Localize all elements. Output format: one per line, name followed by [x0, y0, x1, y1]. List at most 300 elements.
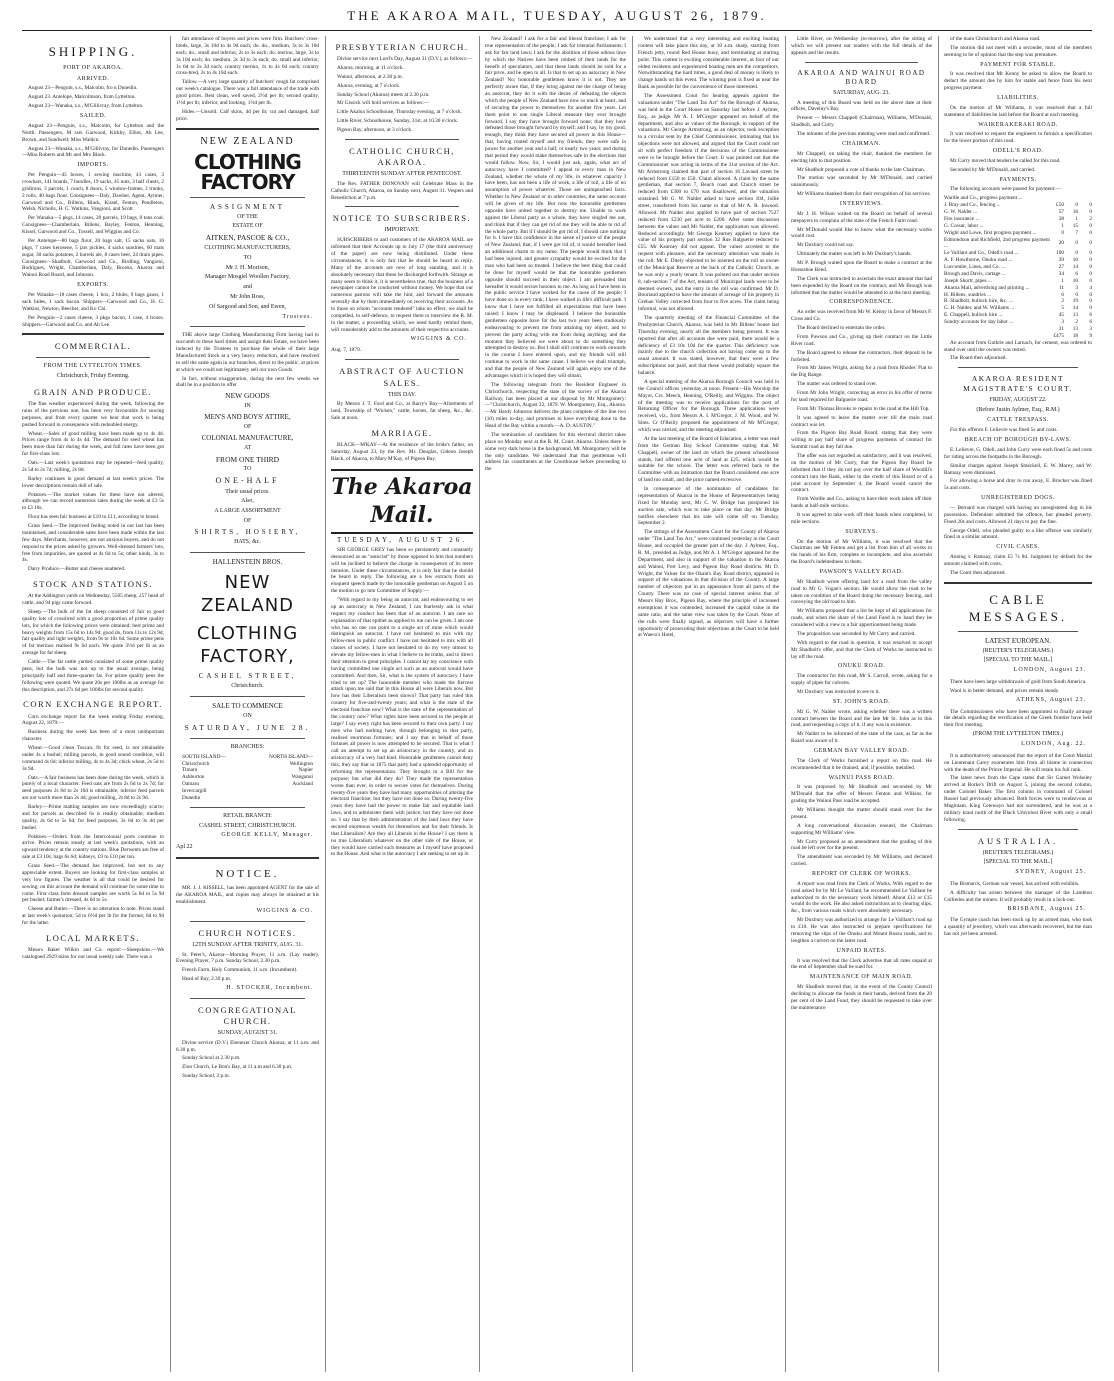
paragraph: The Commissioners who have been appointed to finally arrange the details regarding the rectification of the Greek frontier have held their first meeting.	[944, 708, 1092, 729]
road-board-date: SATURDAY, AUG. 23.	[833, 89, 890, 96]
account-amount: £50	[1056, 202, 1064, 209]
account-amount: 0	[1075, 291, 1078, 298]
account-amount: 1	[1061, 277, 1064, 284]
ad-date: Apl 22	[176, 844, 193, 851]
divider	[190, 197, 305, 198]
paragraph: Mr Williams proposed that a list be kept of all applications for roads, and when the share of the Land Fund is to hand they be considered with a view to a fair apportionment being made.	[791, 608, 932, 629]
account-amount: 2	[1075, 319, 1078, 326]
column-rule	[632, 36, 633, 1372]
table-row	[944, 230, 1092, 237]
paragraph: It was proposed by Mr Shadbolt and seconded by Mr M'Donald that the offer of Messrs Fenton and Wilkins, for grading the Wainui Pass road be accepted.	[791, 784, 932, 805]
masthead-rule	[22, 30, 1092, 31]
dogs-subhead: UNREGISTERED DOGS.	[981, 495, 1055, 502]
marriage-heading: MARRIAGE.	[371, 427, 433, 438]
paragraph: Anning v. Ramsay, claim £5 7s 8d. Judgment by default for the amount claimed with costs.	[944, 554, 1092, 568]
ad-at: AT	[243, 444, 252, 451]
paragraph: Mr P. Brough waited upon the Board to make a contract at the Horseshoe Bend.	[791, 260, 932, 273]
paragraph: From Pawson and Co., giving up their contract on the Little River road.	[791, 333, 932, 347]
dogs-text	[944, 505, 1092, 541]
paragraph: Mr Williams thanked them for their recognition of his services.	[797, 191, 931, 198]
list-item: Ashburton	[182, 774, 205, 781]
paragraph: Corn exchange report for the week ending Friday evening, August 22, 1879:—	[22, 713, 164, 727]
trespass-text	[944, 427, 1092, 434]
account-amount: 100	[1056, 250, 1064, 257]
south-island-branches	[182, 754, 226, 802]
congregational-list	[176, 1040, 319, 1080]
account-amount: 13	[1072, 312, 1078, 319]
paragraph: Flour has seen fair business at £10 to £11, according to brand.	[28, 514, 160, 521]
ad-firm: AITKEN, PASCOE & CO.,	[205, 233, 290, 243]
paragraph: It was resolved that the Clerk advertise that all rates unpaid at the end of September shall be sued for.	[791, 957, 932, 971]
auction-heading: ABSTRACT OF AUCTION SALES.	[339, 366, 465, 388]
account-amount: 6	[1061, 291, 1064, 298]
account-amount: 18	[1072, 209, 1078, 216]
imports-label: IMPORTS.	[77, 162, 109, 169]
australia-reuter: (REUTER'S TELEGRAMS.)	[982, 849, 1054, 856]
paragraph: Per Penguin—2 cases cheese, 3 pkgs bacon, 1 case, 4 boxes. Shippers—Garwood and Co. and Ah Lee.	[22, 314, 164, 328]
account-amount: 20	[1058, 240, 1064, 247]
cable-athens: ATHENS, August 23.	[1015, 696, 1086, 703]
account-name: G. W. Nalder ...	[944, 209, 978, 216]
corn-heading: CORN EXCHANGE REPORT.	[23, 699, 163, 710]
divider	[190, 921, 305, 922]
retail-branch: RETAIL BRANCH:	[223, 812, 272, 819]
paragraph: Head of Bay, 2.30 p.m.	[182, 976, 232, 983]
paragraph: fair attendance of buyers and prices were firm. Butchers' cross-breds, large, 3s 10d to 4s 9d each; do. do., medium, 3s to 3s 10d each; do., small and inferior, 2s to 3s each; do. merino, large, 3s to 3s 10d each; do. medium, 2s 3d to 3s each; do. small and inferior, 1s 6d to 2s 3d each; country merino, 1s to 4s 6d each; country cross-bred, 2s to 4s 10d each.	[176, 36, 319, 77]
list-item: Wanganui	[291, 774, 313, 781]
commercial-date: Christchurch, Friday Evening.	[56, 373, 130, 380]
paragraph: The matter was ordered to stand over.	[797, 381, 877, 388]
account-amount: 0	[1089, 270, 1092, 277]
australia-sydney-text	[944, 881, 1092, 904]
paragraph: Mr Shadbolt moved that, in the event of the County Council declining to allocate the funds in their hands, derived from the 20 per cent of the Land Fund, they should be requested to take over the maintenance	[791, 984, 932, 1011]
paragraph: For this offence F. Lelievre was fined 5s and costs.	[950, 427, 1058, 434]
account-name: Sundry accounts for day labor ...	[944, 319, 1014, 326]
ad-attire: MEN'S AND BOYS' ATTIRE,	[204, 412, 291, 421]
account-amount: 0	[1089, 305, 1092, 312]
catholic-sub: THIRTEENTH SUNDAY AFTER PENTECOST.	[342, 171, 462, 178]
corn-text	[22, 714, 164, 927]
paragraph: The nomination of candidates for this electoral district takes place on Monday next at the R. M. Court, Akaroa. Unless there is some very dark horse in the background, Mr. Montgomery will be the only candidate. We understand that that gentleman will address his constituents at the Courthouse before proceeding to the	[485, 431, 626, 473]
column-rule	[325, 36, 326, 1372]
account-amount: 0	[1089, 257, 1092, 264]
account-amount: 0	[1089, 240, 1092, 247]
paragraph: Mr Nalder to be informed of the state of the case, as far as the Board was aware of it.	[791, 731, 932, 745]
paragraph: SIR GEORGE GREY has been so persistently and constantly denounced as an "autocrat" by those opposed to him that numbers will be inclined to believe the charge in consequence of its mere iteration. Under these circumstances, it is only fair that he should be heard in reply. The following are a few extracts from an eloquent speech made by the honorable gentleman on August 5 on the motion to go into Committee of Supply:—	[331, 546, 473, 595]
account-amount: 0	[1089, 202, 1092, 209]
hallenstein-city: Christchurch.	[231, 683, 264, 690]
paragraph: There have been large withdrawals of gold from South America.	[950, 679, 1087, 686]
list-item: Auckland	[292, 781, 313, 788]
editorial-continued	[485, 36, 626, 473]
paragraph: It was resolved to request the engineers to furnish a specification for the lower portion of this road.	[944, 131, 1092, 145]
paragraph: From Mr Thomas Brooks re repairs to the road at the Hill Top.	[797, 405, 930, 412]
stable-text	[944, 71, 1092, 92]
paragraph: French Farm, Holy Communion, 11 a.m. (Incumbent).	[182, 967, 298, 974]
column-3	[331, 36, 473, 1372]
australia-brisbane-text	[944, 917, 1092, 938]
paragraph: The Bismarck, German war vessel, has arrived with exhibits.	[950, 880, 1080, 887]
column-rule	[785, 36, 786, 1372]
civil-text	[944, 554, 1092, 577]
ad-new-goods: NEW GOODS	[225, 391, 270, 401]
paragraph: Mr J. H. Wilson waited on the Board on behalf of several ratepayers to complain of the state of the French Farm road.	[791, 210, 932, 224]
unpaid-text	[791, 958, 932, 972]
account-amount: 0	[1075, 250, 1078, 257]
paragraph: George Odell, who pleaded guilty to a like offence was similarly fined in a similar amount.	[944, 527, 1092, 541]
divider	[190, 807, 305, 808]
north-island-branches	[269, 754, 313, 802]
paragraph: Barley.—Prime malting samples are now exceedingly scarce; and for parcels as described 6s is readily obtainable; medium quality, 4s 6d to 5s 6d; for feed purposes, 3s 6d to 3s 4d per bushel.	[22, 804, 164, 831]
civil-subhead: CIVIL CASES.	[996, 544, 1040, 551]
account-amount: 0	[1089, 277, 1092, 284]
account-amount: 6	[1075, 270, 1078, 277]
german-bay-text	[791, 758, 932, 772]
chairman-text	[791, 151, 932, 198]
paragraph: Pigeon Bay, afternoon, at 3 o'clock.	[337, 127, 413, 134]
account-name: A. F. Hawthorne, Onuku road ...	[944, 257, 1013, 264]
account-amount: 15	[1072, 222, 1078, 229]
divider	[345, 206, 459, 207]
table-row	[944, 209, 1092, 216]
paragraph: A long conversational discussion ensued, the Chairman supporting Mr Williams' view.	[791, 822, 932, 836]
subscribers-important: IMPORTANT.	[384, 227, 420, 234]
interviews-subhead: INTERVIEWS.	[839, 201, 884, 208]
column-7	[944, 36, 1092, 1372]
paragraph: The contractor for this road, Mr S. Carroll, wrote, asking for a supply of pipes for culverts.	[791, 673, 932, 687]
paragraph: Mr Duxbury was instructed to see to it.	[797, 689, 880, 696]
divider	[36, 357, 150, 358]
paragraph: Mr M'Donald would like to know what the necessary works would cost.	[791, 226, 932, 240]
waikerakeraki-subhead: WAIKERAKERAKI ROAD.	[978, 121, 1058, 128]
account-amount: 0	[1089, 291, 1092, 298]
paragraph: A special meeting of the Akaroa Borough Council was held in the Council offices yesterday at noon. Present—His Worship the Mayor, Crs. Meech, Henning, O'Reilly, and Wiggins. The object of the meeting was to receive applications for the post of Returning Officer for the Borough. Three applications were received, viz., from Messrs A. I. M'Gregor, J. M. Wood, and W. Sims. Cr O'Reilly proposed the appointment of Mr M'Gregor, which was carried, and the meeting adjourned.	[638, 378, 779, 433]
stable-subhead: PAYMENT FOR STABLE.	[980, 61, 1056, 68]
paragraph: The Clerk was instructed to ascertain the exact amount that had been expended by the Board on the contract, and Mr Brough was informed that the matter would be attended to at the next meeting.	[791, 275, 932, 296]
account-amount: 0	[1075, 202, 1078, 209]
paragraph: Little River, Schoolhouse, Sunday, 31st, at 10.30 o'clock.	[337, 118, 459, 125]
divider	[190, 552, 305, 553]
divider	[190, 738, 305, 739]
paragraph: The Gympie coach has been stuck up by an armed man, who took a quantity of jewellery, which was afterwards recovered, but the man has not yet been arrested.	[944, 917, 1092, 938]
table-row	[944, 250, 1092, 257]
paragraph: The Court then adjourned.	[950, 569, 1006, 576]
list-item: Dunedin	[182, 794, 201, 801]
paragraph: We understand that a very interesting and exciting boating contest will take place this day, at 10 a.m. sharp, starting from French jetty, round Red House buoy, and terminating at starting point. This contest is exciting considerable interest, as four of our oldest residents and experienced boating men are the competitors. Notwithstanding the hard times, a good deal of money is likely to change hands on this event. The winning post is fixed as near the Bank as possible for the convenience of those interested.	[638, 36, 779, 91]
paragraph: August 23. Antelope, Malcolmson, from Lyttelton.	[28, 94, 136, 101]
paragraph: Hides.—Unsold. Calf skins, 4d per lb; cut and damaged, half price.	[176, 108, 319, 122]
cable-special: [SPECIAL TO THE MAIL.]	[983, 657, 1053, 664]
arrived-label: ARRIVED.	[76, 75, 110, 82]
divider	[805, 62, 918, 63]
list-item: Wellington	[289, 760, 313, 767]
ad-trustee-2: Mr John Ross,	[230, 293, 265, 300]
paragraph: Mr Curry moved that tenders be called for this road.	[950, 157, 1061, 164]
hallenstein-factory: CLOTHING FACTORY,	[196, 622, 299, 667]
account-name: H. Billens, sundries ...	[944, 291, 992, 298]
paragraph: Cheese and Butter.—There is no alteration to note. Prices stand at last week's quotation; 5d to 6½d per lb for the former, 8d to 9d for the latter.	[22, 906, 164, 927]
paragraph: Barley continues in good demand at last week's prices. The lower descriptions remain dull of sale.	[22, 475, 164, 489]
paragraph: Divine service next Lord's Day, August 31 (D.V.), as follows:—	[337, 56, 473, 63]
auction-day: THIS DAY.	[387, 391, 416, 398]
australia-special: [SPECIAL TO THE MAIL.]	[983, 859, 1053, 866]
exports-list	[22, 292, 164, 328]
divider	[190, 326, 305, 327]
list-item: Invercargill	[182, 788, 207, 795]
list-item: Timaru	[182, 767, 198, 774]
paragraph: It is authoritatively announced that the report of the Court Martial on Lieutenant Carey exonerates him from all blame in connection with the death of the Prince Imperial. He will retain his full rank.	[944, 752, 1092, 773]
account-amount: 27	[1058, 264, 1064, 271]
paragraph: Mr Duxbury could not say.	[797, 242, 855, 249]
table-row	[944, 298, 1092, 305]
paragraph: In fact, without exaggeration, during the next few weeks we shall be in a position to offer	[176, 375, 319, 389]
divider	[190, 998, 305, 999]
account-amount: 3	[1089, 325, 1092, 332]
payments-intro: The following accounts were passed for payment:—	[950, 186, 1061, 193]
odell-subhead: ODELL'S ROAD.	[992, 148, 1044, 155]
table-row	[944, 257, 1092, 264]
grain-text	[22, 401, 164, 573]
rm-court-heading: AKAROA RESIDENT MAGISTRATE'S COURT.	[963, 374, 1073, 394]
divider	[944, 582, 1092, 584]
presbyterian-list	[331, 56, 473, 134]
paragraph: Little River, on Wednesday (to-morrow), after the sitting of which we will present our readers with the full details of the appeals and the results.	[791, 36, 932, 56]
maintenance-text	[791, 984, 932, 1012]
surveys-subhead: SURVEYS.	[845, 528, 878, 535]
south-island-list	[182, 761, 226, 802]
account-amount: 31	[1058, 325, 1064, 332]
account-amount: 0	[1089, 298, 1092, 305]
paragraph: Little Akaloa Schoolhouse, Thursday evening, at 7 o'clock.	[337, 109, 463, 116]
account-amount: 6	[1089, 319, 1092, 326]
account-amount: 39	[1058, 257, 1064, 264]
paragraph: Wool is in better demand, and prices remain steady.	[950, 687, 1060, 694]
column-rule	[479, 36, 480, 1372]
paragraph: It was agreed to take work off their hands when completed, in mile sections.	[791, 512, 932, 525]
divider	[176, 128, 319, 130]
ad-also: Also,	[241, 498, 254, 505]
local-heading: LOCAL MARKETS.	[46, 932, 140, 943]
ad-of: OF	[243, 423, 252, 430]
column-4	[485, 36, 626, 1372]
paragraph: Oats.—A fair business has been done during the week, which is purely of a local character. Feed oats are from 2s 6d to 2s 7d; for seed purposes 2s 8d to 2s 10d is obtainable; inferior feed parcels are not worth more than 2s 4d; good milling, 2s 8d to 2s 9d.	[22, 774, 164, 802]
paragraph: Per Wanaka—18 cases cheese, 1 box, 2 blubs, 9 bags gauss, 1 sack hides, 1 sack bacon. Shippers—Garwood and Co., H. G. Watkins, Newton, Beecher, and Ko Chi.	[22, 292, 164, 312]
retail-address: CASHEL STREET, CHRISTCHURCH.	[198, 822, 296, 829]
divider	[176, 857, 319, 859]
trespass-subhead: CATTLE TRESPASS.	[987, 417, 1049, 424]
table-row	[944, 202, 1092, 209]
australia-brisbane: BRISBANE, August 25.	[1007, 905, 1086, 912]
paragraph: New Zealand? I ask for a fair and liberal franchise; I ask for true representation of the people; I ask for triennial Parliaments; I ask for fair land laws; I ask for the abolition of those odious laws by which the Natives have been robbed of their lands for the benefit of speculators, and that these lands should be sold for a fair price, and be open to all. Is that to set up an autocracy in New Zealand? No; honorable gentlemen know it is not. They are perfectly aware that, if they bring against me the charge of being an autocrat, they do it with the desire of defeating the objects which the people of New Zealand have now so much at heart, and of securing the power to themselves for another five years. Let them point to one single Liberal measure they ever brought forward. I say they have brought forward none; that they have defeated those brought forward by myself; and I say, by my good, enough, they think they have secured all power in this House—that, having routed myself and my friends, they were safe in power for another year and a half, or nearly two years; and during that period they would make themselves safe in the elections that would follow. Now, Sir, I would just ask, again, what act of autocracy have I committed? I appeal to every man in New Zealand, whether the whole of my life, in whatever capacity I have been, has not been a life of work, a life of toil, a life of no assumption of power whatever. Those are unimpeached facts. Whether in New Zealand or in other countries, the same account will be given of my life. But now the honorable gentlemen opposite have united together to destroy me. Unable to work against the Liberal party as a whole, they have singled me out, and think that if they can get rid of me they will be able to rid of the whole party. But if I should be got rid of, I should care nothing for it. I have this confidence in the sense of justice of the people of New Zealand, that, if I were got rid of, it would hereafter lead an additional charm to my name. The people would think that I had been injured, and greater sympathy would be excited for the man who had been so treated. I believe the best thing that could be done for myself would be that the honorable gentlemen opposite should succeed in their object. I am persuaded that hereafter it would secure honours to me. As long as I have been in the public service I have worked for the cause of the people; I have done so in every rank; I have walked in life's difficult path. I know that I have not fulfilled all expectations that have been raised; I know I may be displeased. I believe the honorable gentlemen opposite have for the last two years been studiously endeavouring to prevent me from attaining my object, and to prevent the party acting with me from doing anything; and the moment they believed we were about to do something they attempted to destroy us. But I shall still continue to work onwards in the course I have entered upon, and my friends will still continue to work in the same cause. I believe we shall triumph, and that the people of New Zealand will again enjoy one of the advantages which it is hoped they will obtain.	[485, 36, 626, 379]
paragraph: The Board agreed to release the contractors, their deposit to be forfeited.	[791, 349, 932, 363]
paragraph: Messrs Baker Wilkin and Co. report:—Sheepskins.—We catalogued 2929 skins for our usual weekly sale. There was a	[22, 946, 164, 960]
correspondence-text	[791, 309, 932, 526]
paragraph: The fine weather experienced during the week, following the rains of the previous one, has been very favourable for sowing purposes, and from every quarter we hear that work is being pushed forward in consequence with redoubled energy.	[22, 401, 164, 428]
account-amount: 0	[1089, 264, 1092, 271]
account-amount: 10	[1072, 277, 1078, 284]
account-amount: 6	[1089, 312, 1092, 319]
cable-reuter: (REUTER'S TELEGRAMS.)	[982, 647, 1054, 654]
table-row	[944, 292, 1092, 299]
paragraph: Dairy Produce.—Butter and cheese unaltered.	[28, 566, 126, 573]
imports-list	[22, 172, 164, 279]
paragraph: The Assessment Court for hearing appeals against the valuations under "The Land Tax Act" for the Borough of Akaroa, was held in the Court House on Saturday last before J. Aylmer, Esq., as judge. Mr A. I. M'Gregor appeared on behalf of the department, and also as valuer of the Borough, in support of the valuations. Mr George Armstrong, as an objector, took exception to a circular sent by the Chief Commissioner, intimating that his objections were not allowed, and argued that the Court could not sit with perfect freedom if the decisions of the Commissioner were to be brought before the Court. It was pointed out that the Commissioner was acting in terms of the 31st section of the Act. Mr Armstrong claimed that part of section 16 Lavaud street be reduced from £150 to £50. Claim allowed. A claim by the same gentleman, that section 7, Beach road and Church street be reduced from £300 to £70 was disallowed, and the valuation sustained. Mr G. W. Nalder asked to have section 104, Jollie street, transferred from his name to that of Mr A. R. Inwood. Allowed. Mr Nalder also applied to have part of section 7527 reduced from £230 per acre to £200. After some discussion between the valuer and Mr Nalder, the application was allowed. Reduced accordingly. Mr George Kearney applied to have the value of his property part section 32 Rue Balguerie reduced to £55. Mr Kearney did not appear. The valuer acceded to the request with pleasure, and the necessary alteration was made in the roll. Mr E. Ditely objected to be inserted on the roll as owner of the Municipal Reserve at the back of the Catholic Church, as he was only a yearly tenant. It was pointed out that under section 8, sub-section 7 of the Act, tenants of Municipal lands were to be deemed owners, and the entry in the roll was confirmed. Mr D. Bouriaud applied to have the amount of acreage of his property in Grehan Valley corrected from four to five acres. The claim being informal, was not allowed.	[638, 93, 779, 313]
maintenance-subhead: MAINTENANCE OF MAIN ROAD.	[809, 974, 914, 981]
paragraph: The motion did not meet with a seconder, most of the members seeming to be of opinion that the step was premature.	[944, 44, 1092, 58]
table-row	[944, 223, 1092, 230]
column-2-continuation	[176, 36, 319, 123]
paragraph: Sunday School at 2.30 p.m.	[182, 1055, 241, 1062]
paragraph: Akaroa, morning, at 11 o'clock.	[337, 64, 404, 71]
liabilities-text	[944, 105, 1092, 119]
table-row	[944, 326, 1092, 333]
paragraph: An account from Guthrie and Larnach, for cement, was ordered to stand over until the owners was tested.	[944, 339, 1092, 353]
paragraph: The offer was not regarded as satisfactory, and it was resolved, on the motion of Mr Curry, that the Pigeon Bay Board be informed that if they do not pay over the half share of Woodill's contract into the Bank, either to the credit of this Board or of a joint account by September 4, the Board would cancel the contract.	[791, 453, 932, 494]
divider	[190, 696, 305, 697]
australia-sydney: SYDNEY, August 25.	[1015, 869, 1086, 876]
st-john-text	[791, 709, 932, 745]
church-notices-sub: 12TH SUNDAY AFTER TRINITY, AUG. 31.	[192, 941, 303, 948]
retail-manager: GEORGE KELLY, Manager.	[221, 832, 313, 839]
account-amount: 7	[1075, 229, 1078, 236]
table-row	[944, 264, 1092, 271]
paragraph: Business during the week has been of a most unimportant character.	[22, 729, 164, 743]
wainui-text	[791, 784, 932, 868]
paragraph: "With regard to my being an autocrat, and endeavouring to set up an autocracy in New Zealand, I can fearlessly ask in what respect my conduct has been that of an autocrat. I am sure no explanation of that epithet as applied to me can be given. I am one who has no one can point to a single act of mine which would distinguish an autocrat. I have not hesitated to mix with my fellow-men in public conflict. I have not hesitated to mix with all classes of society. I have not hesitated to do my very utmost to elevate my fellow-men in what I believe to be truths, and to direct their attention to great principles. I cannot lay my conscience with having committed one single act such as an autocrat would have committed. And then, Sir, what is the system of autocracy I have tried to set up? The honorable member who made the fiercest attack upon me said that in this House all were Liberals now. But how has their Liberalism been shown? That party has ruled this country for five-and-twenty years; and what is the state of the electoral franchise now? What is the state of the representation of the country now? What rights have been secured to the people at large? I say every right has been secured to their own party. I say men who had nothing have, through belonging to that party, realised enormous fortunes; and I say that in behalf of those fortunes all power is now attempted to be secured. That is what I call an attempt to set up an aristocracy in the country, and an aristocracy of a very bad kind. Honorable gentlemen cannot deny this; they say that in 1875 that party had a splendid opportunity of reforming the representation. They brought in a Bill for the purpose; but what did they do? They made the representation worse than ever, in order to secure votes for themselves. During twenty-five years they have had many opportunities of altering the electoral franchise; but they have not done so. During twenty-five years they have had the power to make fair and equitable land laws, and to administer them with justice; but they have not done so. I say that by their administration of the land laws they have secured enormous wealth for themselves and for their friends. Is that Liberalism? Are they all Liberals in the House? I say there is no true Liberalism whatever on the other side of the House, or they would have carried such measures as I myself have proposed to the House. And what is the autocracy I am seeking to set up in	[331, 597, 473, 858]
catholic-heading: CATHOLIC CHURCH, AKAROA.	[349, 145, 455, 167]
cable-heading: CABLE MESSAGES.	[968, 591, 1068, 624]
account-name: Edmondson and Richfield, 2nd progress payment ...	[944, 236, 1050, 250]
paragraph: From Wardle and Co., asking to have their work taken off their hands at half-mile sections.	[791, 496, 932, 510]
column-5	[638, 36, 779, 1372]
ad-trustee-1: Mr J. H. Morison,	[225, 264, 270, 271]
paragraph: A report was read from the Clerk of Works. With regard to the road asked for by Mr Le Vaillant, he recommended Le Vaillant be authorized to do the necessary work himself. About £12 or £15 would do the work. He also asked instructions as to clearing slips, &c., from various roads which were absolutely necessary.	[791, 880, 932, 915]
ad-shirts: SHIRTS, HOSIERY,	[194, 527, 301, 536]
road-board-text	[791, 100, 932, 138]
paragraph: Per Antelope—80 bags flour, 20 bags salt, 15 sacks oats, 16 pkgs, 7 cases kerosene, 5 jars pickles, 4 sacks sundries, 60 mats sugar, 30 sacks potatoes, 2 barrels ale, 8 cases beer, 24 drain pipes. Consignees—Shadbolt, Garwood and Co., Birdling, Vangioni, Rodrigues, Wright, Chamberlain, Daly, Brooks, Akaroa and Wainui Road Board, and Johnson.	[22, 237, 164, 279]
congregational-heading: CONGREGATIONAL CHURCH.	[198, 1004, 297, 1026]
ad-nz-heading: NEW ZEALAND	[200, 135, 295, 147]
paragraph: With regard to the road in question, it was resolved to accept Mr Shadbolt's offer, and that the Clerk of Works be instructed to lay off the road.	[791, 639, 932, 660]
account-amount	[1050, 195, 1064, 202]
ad-trustees: Trustees.	[282, 313, 313, 320]
account-amount: 9	[1089, 332, 1092, 339]
ad-clothing-factory-heading: CLOTHING FACTORY	[194, 149, 301, 194]
paragraph: Mr Curry proposed as an amendment that the grading of this road be left over for the present.	[791, 838, 932, 852]
ad-and: and	[243, 284, 252, 291]
port-heading: PORT OF AKAROA.	[63, 64, 123, 71]
church-notices-list	[176, 952, 319, 984]
account-name: Wright and Lowe, first progress payment ...	[944, 229, 1037, 236]
shipping-heading: SHIPPING.	[48, 44, 138, 59]
paragraph: The Clerk of Works furnished a report on this road. He recommended that it be drained, and, if possible, metalled.	[791, 757, 932, 771]
wainui-subhead: WAINUI PASS ROAD.	[828, 774, 895, 781]
account-amount: 13	[1072, 325, 1078, 332]
subscribers-body	[331, 237, 473, 333]
liabilities-subhead: LIABILITIES.	[997, 95, 1039, 102]
paragraph: Per Wanaka—5 pkgs, 14 cases, 20 parcels, 19 bags, 8 tons coal. Consignees—Chamberlain, Billens, Bayley, Fenton, Henning, Kissel, Garwood and Co., Tossell, and Wiggins and Co.	[22, 215, 164, 236]
paragraph: Mr Shadbolt proposed a vote of thanks to the late Chairman.	[797, 166, 926, 173]
table-row	[944, 319, 1092, 326]
table-row	[944, 305, 1092, 312]
payments-subhead: PAYMENTS.	[999, 176, 1037, 183]
column-1	[22, 36, 164, 1372]
newspaper-flag: The Akaroa Mail.	[331, 469, 473, 534]
paragraph: THE above large Clothing Manufacturing Firm having had to succumb to these hard times and assign their Estate, we have been induced by the Trustees to purchase the whole of their large Manufactured Stock at a very heavy reduction, and have resolved to sell the same again in our branches, direct to the public, at prices at which we could not legitimately sell our own Goods.	[176, 332, 319, 373]
pawson-text	[791, 579, 932, 661]
paragraph: Tallow.—A very large quantity of butchers' rough fat comprised our week's catalogue. There was a full attendance of the trade with good prices. Best clean, well saved, 2½d per lb; second quality, 1½d per lb; inferior, and looking, 1½d per lb.	[176, 79, 319, 106]
column-rule	[170, 36, 171, 1372]
paragraph: On the motion of Mr Williams, it was resolved that the Chairman see Mr Fenton and get a list from him of all works in the hands of his firm, complete or incomplete, and also ascertain the Board's indebtedness to them.	[791, 538, 932, 566]
paragraph: At the Addington yards on Wednesday, 5505 sheep, 257 head of cattle, and 94 pigs came forward.	[22, 593, 164, 607]
paragraph: Potatoes.—Orders from the Intercolonial ports continue to arrive. Prices remain steady at last week's quotations, with an upward tendency at the country stations. Blue Derwents are free of sale at £3 10s; bags 6s 6d; kidneys, £9 to £10 per ton.	[22, 833, 164, 861]
paragraph: E. Lelievre, G. Odell, and John Curry were each fined 5s and costs for riding across the footpaths in the Borough.	[944, 446, 1092, 460]
account-amount: 14	[1072, 305, 1078, 312]
local-text	[22, 947, 164, 961]
cable-athens-text	[944, 709, 1092, 730]
account-amount: 10	[1072, 257, 1078, 264]
subscribers-heading: NOTICE TO SUBSCRIBERS.	[332, 213, 472, 224]
local-news	[638, 36, 779, 639]
account-amount	[1064, 195, 1078, 202]
hallenstein-nz: NEW ZEALAND	[200, 571, 295, 617]
list-item: Oamaru	[182, 781, 200, 788]
divider	[345, 139, 459, 140]
cable-london-2-text	[944, 753, 1092, 824]
divider	[345, 359, 459, 360]
surveys-text	[791, 539, 932, 567]
cable-from: (FROM THE LYTTELTON TIMES.)	[972, 731, 1064, 738]
table-row	[944, 271, 1092, 278]
rm-court-date: FRIDAY, AUGUST 22.	[989, 396, 1047, 403]
table-row	[944, 285, 1092, 292]
paragraph: Similar charges against Joseph Smeckell, E. W. Morey, and W. Ramsay were dismissed.	[944, 462, 1092, 476]
hallenstein-sale: SALE TO COMMENCE	[212, 702, 283, 711]
ad-of-2: OF	[243, 517, 252, 524]
branch-lists	[176, 754, 319, 802]
account-amount: 0	[1089, 209, 1092, 216]
paragraph: August 23—Penguin, s.s., Malcolm, for Lyttelton and the North. Passengers, M ssrs Garwood, Kirkby, Elliot, Ah Lee, Brown, and Sundwell; Miss Waldcn.	[22, 122, 164, 143]
column-6-top	[791, 36, 932, 57]
account-amount: 38	[1058, 215, 1064, 222]
account-name: E. Chappell, bullock hire ...	[944, 312, 1003, 319]
column-rule	[938, 36, 939, 1372]
sailed-label: SAILED.	[79, 113, 107, 120]
paragraph: Potatoes.—The market values for these have not altered, although we can record numerous sales during the week at £3 5s to £3 10s.	[22, 491, 164, 512]
table-row	[944, 278, 1092, 285]
paragraph: St. Peter's, Akaroa—Morning Prayer, 11 a.m. (Lay reader). Evening Prayer, 7 p.m. Sunday School, 2.30 p.m.	[176, 951, 319, 965]
marriage-body: BLACK—M'KAY—At the residence of the bride's father, on Saturday, August 23, by the Rev. Mr. Douglas, Gideon Joseph Black, of Akaroa, to Mary M'Kay, of Pigeon Bay.	[331, 442, 473, 462]
account-amount: 5	[1061, 305, 1064, 312]
paragraph: August 23—Penguin, s.s., Malcolm, fro n Dunedin.	[28, 85, 138, 92]
paragraph: Mr Shadbolt wrote offering land for a road from the valley road to Mr G. Vogan's section. He would allow the road to be taken on condition of the Board doing the necessary fencing, and conveying the old road to him.	[791, 578, 932, 606]
account-name	[944, 326, 1050, 333]
paragraph: From Mr James Wright, asking for a road from Rhodes' Flat to the Big Range.	[791, 365, 932, 379]
paragraph: Sheep.—The bulk of the fat sheep consisted of fair to good quality lots of crossbred with a good proportion of prime quality lots, for which the following prices were obtained: best prime and heavy weights from 15s 6d to 14s 9d; good do, from 11s to 12s 9d; fair quality and light weights, from 9s to 10s 6d. Some prime pens of fat merinos realised 9s 6d each. We quote 3½d per lb as an average for fat sheep.	[22, 608, 164, 657]
account-amount: 0	[1089, 250, 1092, 257]
ad-trustee-1-title: Manager Mosgiel Woollen Factory,	[205, 274, 290, 281]
paragraph: On the motion of Mr Williams, it was resolved that a full statement of liabilities be laid before the Board at each meeting.	[944, 104, 1092, 118]
paragraph: The minutes of the previous meeting were read and confirmed.	[797, 131, 931, 138]
ad-large-assortment: A LARGE ASSORTMENT	[214, 508, 281, 515]
paragraph: The amendment was seconded by Mr Williams, and declared carried.	[791, 854, 932, 868]
catholic-body: The Rev. FATHER DONOVAN will Celebrate Mass in the Catholic Church, Akaroa, on Sunday next, August 31. Vespers and Benediction at 7 p.m.	[331, 180, 473, 201]
divider	[958, 829, 1078, 830]
ad-one-half: ONE-HALF	[215, 476, 280, 486]
pawson-subhead: PAWSON'S VALLEY ROAD.	[819, 569, 904, 576]
cable-latest: LATEST EUROPEAN.	[985, 636, 1051, 645]
notice-body: MR. J. J. KISSELL, has been appointed AGENT for the sale of the AKAROA MAIL, and copies may always be obtained at his establishment.	[176, 885, 319, 905]
